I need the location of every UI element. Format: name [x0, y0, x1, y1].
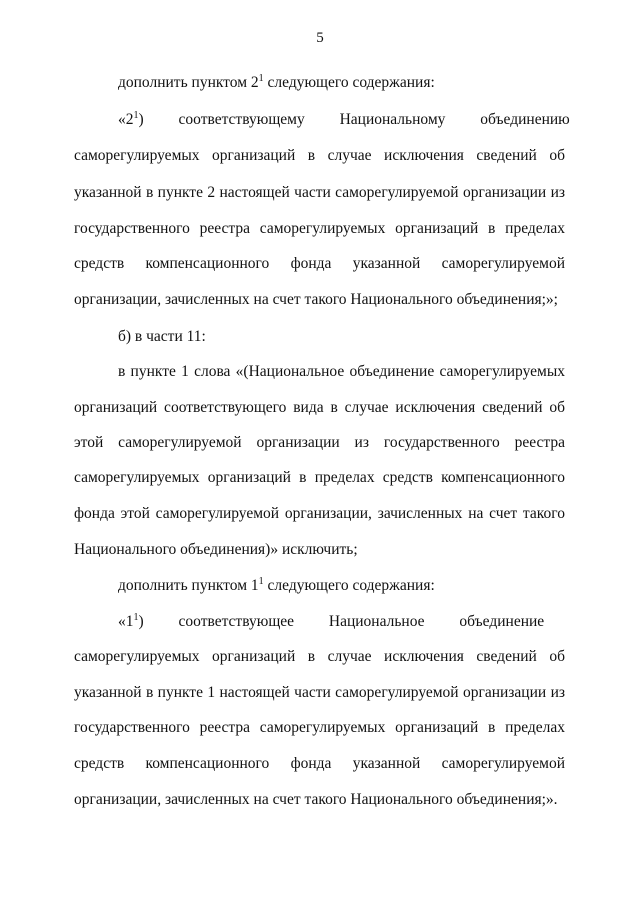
text-line: организаций соответствующего вида в случае исключения сведений об — [74, 399, 565, 416]
text-line: «$1^1$) соответствующее Национальное объединение — [118, 612, 545, 630]
text-line: в пункте 1 слова «(Национальное объединение саморегулируемых — [118, 363, 565, 380]
text-line: указанной в пункте 2 настоящей части саморегулируемой организации из — [74, 184, 565, 201]
text-line: саморегулируемых организаций в случае исключения сведений об — [74, 648, 565, 665]
text-line: государственного реестра саморегулируемых организаций в пределах — [74, 220, 565, 237]
text-line: средств компенсационного фонда указанной саморегулируемой — [74, 755, 565, 772]
text-line: государственного реестра саморегулируемых организаций в пределах — [74, 719, 565, 736]
text-line: средств компенсационного фонда указанной саморегулируемой — [74, 255, 565, 272]
text-line: указанной в пункте 1 настоящей части саморегулируемой организации из — [74, 684, 565, 701]
text-line: саморегулируемых организаций в случае исключения сведений об — [74, 147, 565, 164]
text-line: б) в части 11: — [118, 328, 206, 345]
text-line: фонда этой саморегулируемой организации, зачисленных на счет такого — [74, 505, 565, 522]
text-line: организации, зачисленных на счет такого Национального объединения;»; — [74, 291, 558, 308]
text-line: Национального объединения)» исключить; — [74, 541, 358, 558]
text-line: саморегулируемых организаций в пределах средств компенсационного — [74, 469, 565, 486]
text-line: дополнить пунктом $1^1$ следующего содержания: — [118, 576, 435, 594]
page-number: 5 — [316, 30, 324, 46]
text-line: дополнить пунктом $2^1$ следующего содержания: — [118, 73, 435, 91]
text-line: организации, зачисленных на счет такого Национального объединения;». — [74, 791, 558, 808]
text-line: «$2^1$) соответствующему Национальному объединению — [118, 110, 570, 128]
text-line: этой саморегулируемой организации из государственного реестра — [74, 434, 565, 451]
